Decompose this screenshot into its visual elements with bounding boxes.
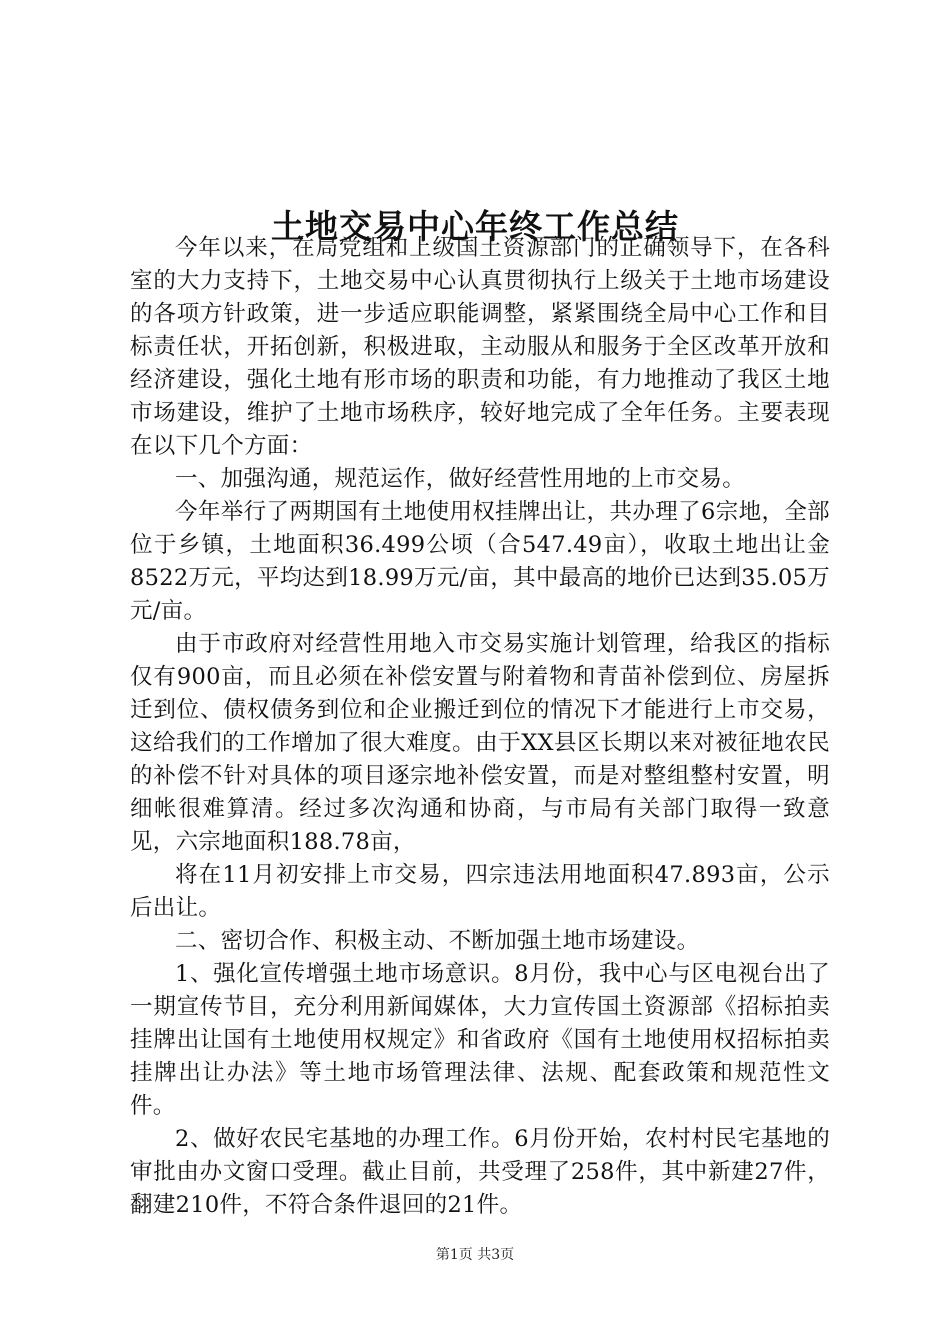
section-heading-1: 一、加强沟通，规范运作，做好经营性用地的上市交易。 [175,466,746,492]
paragraph-difficulties: 由于市政府对经营性用地入市交易实施计划管理，给我区的指标仅有900亩，而且必须在补偿安置与附着物和青苗补偿到位、房屋拆迁到位、债权债务到位和企业搬迁到位的情况下才能进行上市交易，这给我们的工作增加了很大难度。由于XX县区长期以来对被征地农民的补偿不针对具体的项目逐宗地补偿安置，而是对整组整村安置，明细帐很难算清。经过多次沟通和协商，与市局有关部门取得一致意见，六宗地面积188.78亩， [130,631,830,855]
section-heading-2: 二、密切合作、积极主动、不断加强土地市场建设。 [175,928,700,954]
page-title: 土地交易中心年终工作总结 [271,207,679,247]
paragraph-publicity: 1、强化宣传增强土地市场意识。8月份，我中心与区电视台出了一期宣传节目，充分利用新闻媒体，大力宣传国土资源部《招标拍卖挂牌出让国有土地使用权规定》和省政府《国有土地使用权招标拍卖挂牌出让办法》等土地市场管理法律、法规、配套政策和规范性文件。 [130,961,830,1119]
paragraph-listing-results: 今年举行了两期国有土地使用权挂牌出让，共办理了6宗地，全部位于乡镇，土地面积36.499公顷（合547.49亩），收取土地出让金8522万元，平均达到18.99万元/亩，其中最高的地价已达到35.05万元/亩。 [130,499,830,624]
paragraph-homestead: 2、做好农民宅基地的办理工作。6月份开始，农村村民宅基地的审批由办文窗口受理。截止目前，共受理了258件，其中新建27件，翻建210件，不符合条件退回的21件。 [130,1126,830,1218]
document-body [130,232,830,1222]
paragraph-schedule: 将在11月初安排上市交易，四宗违法用地面积47.893亩，公示后出让。 [130,862,830,921]
paragraph-intro: 今年以来，在局党组和上级国土资源部门的正确领导下，在各科室的大力支持下，土地交易中心认真贯彻执行上级关于土地市场建设的各项方针政策，进一步适应职能调整，紧紧围绕全局中心工作和目标责任状，开拓创新，积极进取，主动服从和服务于全区改革开放和经济建设，强化土地有形市场的职责和功能，有力地推动了我区土地市场建设，维护了土地市场秩序，较好地完成了全年任务。主要表现在以下几个方面： [130,235,830,459]
page-number-footer: 第1页 共3页 [435,1247,515,1263]
